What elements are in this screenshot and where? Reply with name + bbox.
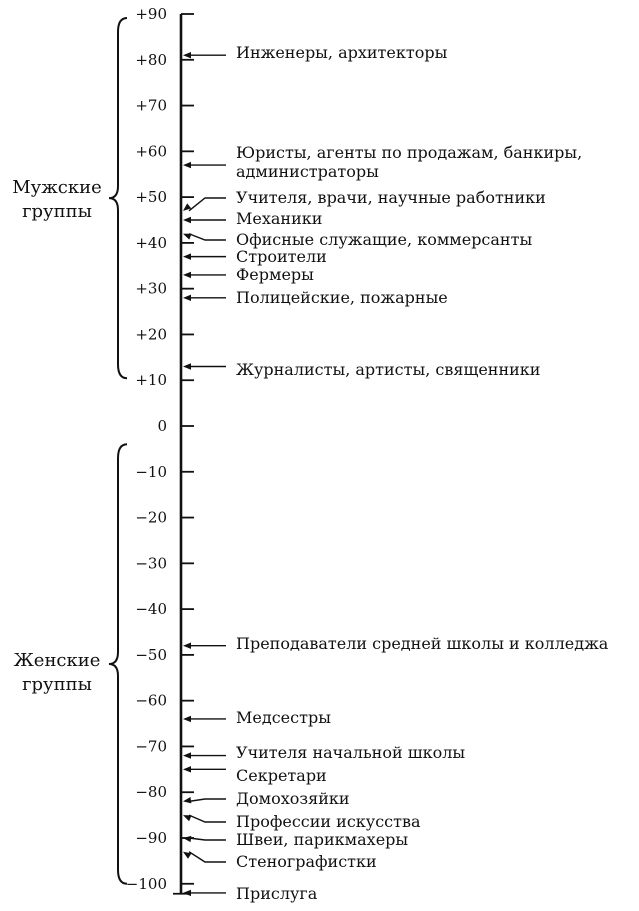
arrow-head (183, 766, 191, 772)
occupation-label: Медсестры (236, 708, 331, 727)
arrow-head (183, 752, 191, 758)
occupation-label: администраторы (236, 162, 379, 181)
arrow-head (183, 890, 191, 896)
occupation-label: Офисные служащие, коммерсанты (236, 230, 533, 249)
pointer-arrow (189, 799, 226, 801)
arrow-head (183, 295, 191, 301)
arrow-head (183, 253, 191, 259)
occupation-label: Инженеры, архитекторы (236, 43, 448, 62)
female-groups-label: группы (22, 674, 92, 696)
pointer-arrow (189, 198, 226, 211)
tick-label: +10 (135, 371, 167, 390)
male-groups-label: Мужские (12, 177, 102, 199)
arrow-head (183, 162, 191, 168)
tick-label: −100 (125, 874, 167, 893)
tick-label: +90 (135, 5, 167, 23)
pointer-arrow (189, 815, 226, 822)
female-groups-label: Женские (13, 650, 101, 672)
pointer-arrow (189, 838, 226, 840)
tick-label: −40 (135, 600, 167, 619)
arrow-head (183, 52, 191, 58)
pointer-arrow (189, 852, 226, 862)
tick-label: −60 (135, 691, 167, 710)
arrow-head (183, 234, 192, 240)
tick-label: +80 (135, 50, 167, 69)
arrow-head (183, 272, 191, 278)
tick-label: −90 (135, 829, 167, 847)
arrow-head (183, 716, 191, 722)
pointer-arrow (189, 234, 226, 240)
tick-label: −20 (135, 508, 167, 527)
occupation-label: Фермеры (236, 265, 314, 284)
occupation-label: Учителя, врачи, научные работники (236, 188, 546, 207)
arrow-head (183, 797, 191, 803)
occupation-label: Юристы, агенты по продажам, банкиры, (236, 143, 583, 162)
tick-label: +50 (135, 188, 167, 207)
arrow-head (183, 836, 191, 842)
male-groups-label: группы (22, 201, 92, 223)
tick-label: +70 (135, 96, 167, 115)
tick-label: +30 (135, 279, 167, 298)
tick-label: −10 (135, 462, 167, 481)
occupation-label: Секретари (236, 766, 327, 785)
tick-label: −70 (135, 737, 167, 756)
occupation-label: Домохозяйки (236, 789, 350, 808)
occupation-label: Прислуга (236, 884, 318, 903)
tick-label: 0 (157, 417, 167, 435)
arrow-head (183, 815, 192, 821)
male-groups-brace (109, 18, 127, 378)
tick-label: −50 (135, 645, 167, 664)
arrow-head (183, 643, 191, 649)
occupation-label: Строители (236, 247, 327, 266)
tick-label: +20 (135, 325, 167, 344)
tick-label: +60 (135, 142, 167, 161)
occupation-label: Швеи, парикмахеры (236, 830, 409, 849)
arrow-head (183, 217, 191, 223)
female-groups-brace (109, 444, 127, 883)
occupation-label: Механики (236, 209, 323, 228)
occupation-label: Профессии искусства (236, 812, 421, 831)
occupation-label: Учителя начальной школы (236, 743, 466, 762)
occupation-label: Стенографистки (236, 852, 377, 871)
occupation-label: Полицейские, пожарные (236, 288, 448, 307)
occupation-label: Преподаватели средней школы и колледжа (236, 634, 609, 653)
tick-label: +40 (135, 233, 167, 252)
arrow-head (183, 363, 191, 369)
occupation-label: Журналисты, артисты, священники (236, 360, 541, 379)
tick-label: −30 (135, 554, 167, 573)
tick-label: −80 (135, 783, 167, 802)
